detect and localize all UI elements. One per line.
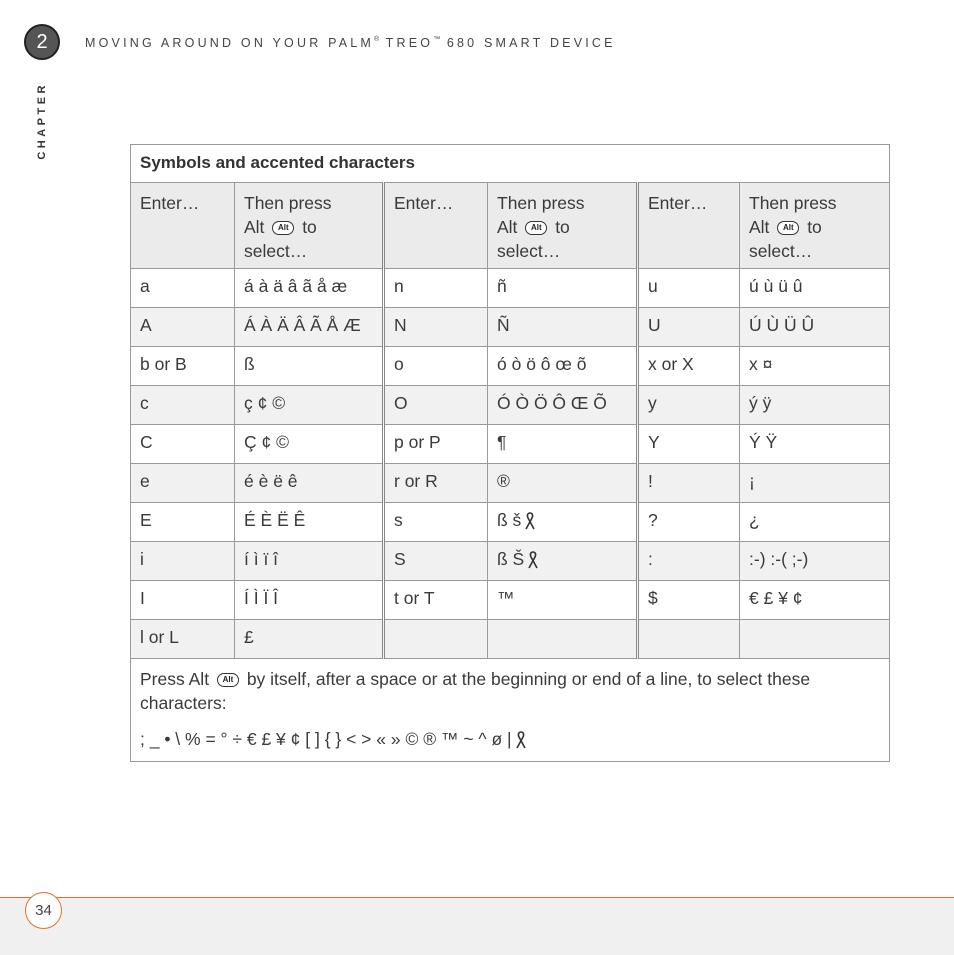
to-text: to bbox=[555, 217, 570, 237]
result-cell: x ¤ bbox=[740, 347, 890, 386]
table-row bbox=[131, 464, 890, 503]
running-title-pre: MOVING AROUND ON YOUR PALM bbox=[85, 36, 375, 50]
footer-instruction bbox=[140, 667, 880, 715]
table-row bbox=[131, 347, 890, 386]
alt-text: Alt bbox=[749, 217, 770, 237]
result-cell bbox=[740, 620, 890, 659]
to-text: to bbox=[302, 217, 317, 237]
enter-cell: t or T bbox=[384, 581, 488, 620]
alt-text: Alt bbox=[497, 217, 518, 237]
result-cell: ¶ bbox=[488, 425, 638, 464]
table-row bbox=[131, 542, 890, 581]
ribbon-symbol-icon bbox=[524, 512, 536, 530]
running-header bbox=[85, 36, 616, 50]
enter-cell: x or X bbox=[638, 347, 740, 386]
result-cell: ® bbox=[488, 464, 638, 503]
result-cell: ¿ bbox=[740, 503, 890, 542]
table-row bbox=[131, 581, 890, 620]
then-press-text: Then press bbox=[244, 193, 332, 213]
result-cell bbox=[488, 620, 638, 659]
column-header-enter: Enter… bbox=[384, 183, 488, 269]
result-cell: ó ò ö ô œ õ bbox=[488, 347, 638, 386]
enter-cell: C bbox=[131, 425, 235, 464]
alt-key-icon: Alt bbox=[525, 221, 547, 235]
column-header-then bbox=[488, 183, 638, 269]
table-title: Symbols and accented characters bbox=[131, 145, 890, 183]
alt-key-icon: Alt bbox=[217, 673, 239, 687]
enter-cell: u bbox=[638, 269, 740, 308]
enter-cell: n bbox=[384, 269, 488, 308]
result-cell: é è ë ê bbox=[235, 464, 384, 503]
enter-cell: Y bbox=[638, 425, 740, 464]
select-text: select… bbox=[497, 241, 561, 261]
result-cell: ú ù ü û bbox=[740, 269, 890, 308]
enter-cell: o bbox=[384, 347, 488, 386]
alt-key-icon: Alt bbox=[777, 221, 799, 235]
table-footer-note bbox=[131, 659, 890, 762]
to-text: to bbox=[807, 217, 822, 237]
enter-cell bbox=[384, 620, 488, 659]
alt-text: Alt bbox=[244, 217, 265, 237]
ribbon-symbol-icon bbox=[527, 551, 539, 569]
result-cell: ý ÿ bbox=[740, 386, 890, 425]
enter-cell: I bbox=[131, 581, 235, 620]
table-row bbox=[131, 269, 890, 308]
footer-post-text: by itself, after a space or at the beginning or end of a line, to select these characters: bbox=[140, 669, 811, 713]
result-cell: € £ ¥ ¢ bbox=[740, 581, 890, 620]
enter-cell: ? bbox=[638, 503, 740, 542]
enter-cell: e bbox=[131, 464, 235, 503]
chapter-number-badge: 2 bbox=[24, 24, 60, 60]
select-text: select… bbox=[749, 241, 813, 261]
enter-cell: a bbox=[131, 269, 235, 308]
enter-cell: S bbox=[384, 542, 488, 581]
running-title-mid: TREO bbox=[379, 36, 434, 50]
result-cell: Ç ¢ © bbox=[235, 425, 384, 464]
enter-cell: i bbox=[131, 542, 235, 581]
result-cell: í ì ï î bbox=[235, 542, 384, 581]
result-cell: Ý Ÿ bbox=[740, 425, 890, 464]
table-row bbox=[131, 425, 890, 464]
column-header-enter: Enter… bbox=[638, 183, 740, 269]
enter-cell: s bbox=[384, 503, 488, 542]
table-row bbox=[131, 386, 890, 425]
enter-cell: $ bbox=[638, 581, 740, 620]
trademark-mark: ™ bbox=[433, 36, 441, 43]
result-cell: :-) :-( ;-) bbox=[740, 542, 890, 581]
enter-cell: y bbox=[638, 386, 740, 425]
table-row bbox=[131, 620, 890, 659]
result-cell: Ó Ò Ö Ô Œ Õ bbox=[488, 386, 638, 425]
result-cell: Í Ì Ï Î bbox=[235, 581, 384, 620]
result-cell: á à ä â ã å æ bbox=[235, 269, 384, 308]
result-cell: £ bbox=[235, 620, 384, 659]
result-cell: ™ bbox=[488, 581, 638, 620]
enter-cell: A bbox=[131, 308, 235, 347]
column-header-then bbox=[235, 183, 384, 269]
enter-cell: ! bbox=[638, 464, 740, 503]
footer-chars-text: ; _ • \ % = ° ÷ € £ ¥ ¢ [ ] { } < > « » © ® ™ ~ ^ ø | bbox=[140, 729, 512, 749]
result-cell: ç ¢ © bbox=[235, 386, 384, 425]
footer-band bbox=[0, 897, 954, 955]
alt-key-icon: Alt bbox=[272, 221, 294, 235]
result-cell: ß bbox=[235, 347, 384, 386]
enter-cell: r or R bbox=[384, 464, 488, 503]
chapter-label: CHAPTER bbox=[36, 82, 48, 160]
result-cell: ¡ bbox=[740, 464, 890, 503]
enter-cell: O bbox=[384, 386, 488, 425]
result-cell: Ú Ù Ü Û bbox=[740, 308, 890, 347]
table-row bbox=[131, 503, 890, 542]
footer-pre-text: Press Alt bbox=[140, 669, 210, 689]
enter-cell: : bbox=[638, 542, 740, 581]
enter-cell bbox=[638, 620, 740, 659]
result-cell: ñ bbox=[488, 269, 638, 308]
column-header-enter: Enter… bbox=[131, 183, 235, 269]
table-header-row bbox=[131, 183, 890, 269]
registered-mark: ® bbox=[374, 36, 380, 43]
enter-cell: p or P bbox=[384, 425, 488, 464]
enter-cell: E bbox=[131, 503, 235, 542]
result-text: ß Š bbox=[497, 549, 525, 569]
result-cell: Ñ bbox=[488, 308, 638, 347]
enter-cell: l or L bbox=[131, 620, 235, 659]
enter-cell: c bbox=[131, 386, 235, 425]
footer-characters bbox=[140, 727, 880, 751]
enter-cell: b or B bbox=[131, 347, 235, 386]
result-cell: É È Ë Ê bbox=[235, 503, 384, 542]
enter-cell: U bbox=[638, 308, 740, 347]
enter-cell: N bbox=[384, 308, 488, 347]
result-cell: Á À Ä Â Ã Å Æ bbox=[235, 308, 384, 347]
column-header-then bbox=[740, 183, 890, 269]
then-press-text: Then press bbox=[497, 193, 585, 213]
running-title-post: 680 SMART DEVICE bbox=[440, 36, 616, 50]
ribbon-symbol-icon bbox=[515, 731, 527, 749]
select-text: select… bbox=[244, 241, 308, 261]
symbols-table bbox=[130, 144, 890, 762]
then-press-text: Then press bbox=[749, 193, 837, 213]
result-text: ß š bbox=[497, 510, 522, 530]
table-row bbox=[131, 308, 890, 347]
result-cell bbox=[488, 542, 638, 581]
result-cell bbox=[488, 503, 638, 542]
page-number: 34 bbox=[25, 892, 62, 929]
